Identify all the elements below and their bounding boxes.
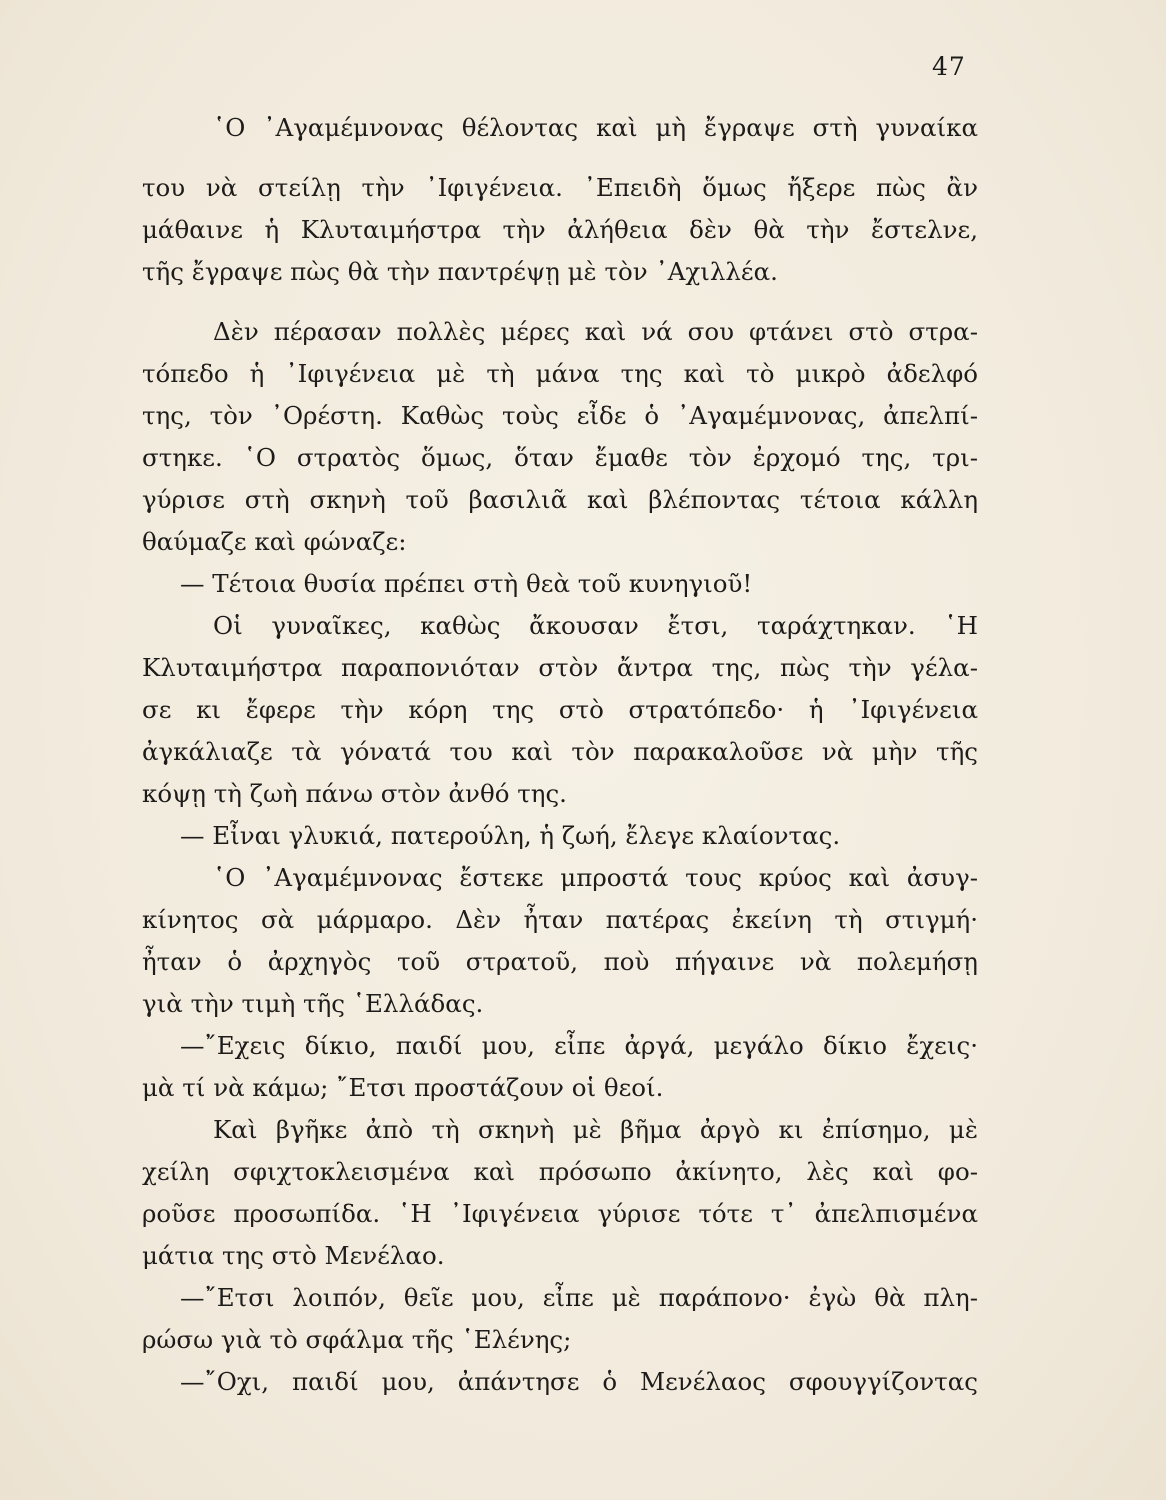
text-line: — Τέτοια θυσία πρέπει στὴ θεὰ τοῦ κυνηγιοῦ! xyxy=(180,569,753,598)
text-line: ῾Ο ᾿Αγαμέμνονας θέλοντας καὶ μὴ ἔγραψε στὴ γυναίκα xyxy=(213,113,978,142)
text-line: Οἱ γυναῖκες, καθὼς ἄκουσαν ἔτσι, ταράχτηκαν. ῾Η xyxy=(213,611,978,640)
text-line: Δὲν πέρασαν πολλὲς μέρες καὶ νά σου φτάνει στὸ στρα- xyxy=(213,317,978,346)
text-line: τόπεδο ἡ ᾿Ιφιγένεια μὲ τὴ μάνα της καὶ τὸ μικρὸ ἀδελφό xyxy=(142,359,978,388)
text-line: κόψῃ τὴ ζωὴ πάνω στὸν ἀνθό της. xyxy=(142,779,567,808)
text-line: Καὶ βγῆκε ἀπὸ τὴ σκηνὴ μὲ βῆμα ἀργὸ κι ἐπίσημο, μὲ xyxy=(213,1115,978,1144)
text-line: μάθαινε ἡ Κλυταιμήστρα τὴν ἀλήθεια δὲν θὰ τὴν ἔστελνε, xyxy=(142,215,978,244)
text-line: ροῦσε προσωπίδα. ῾Η ᾿Ιφιγένεια γύρισε τότε τ᾿ ἀπελπισμένα xyxy=(142,1199,978,1228)
text-line: γιὰ τὴν τιμὴ τῆς ῾Ελλάδας. xyxy=(142,989,484,1018)
text-line: χείλη σφιχτοκλεισμένα καὶ πρόσωπο ἀκίνητο, λὲς καὶ φο- xyxy=(142,1157,978,1186)
text-line: του νὰ στείλῃ τὴν ᾿Ιφιγένεια. ᾿Επειδὴ ὅμως ἤξερε πὼς ἂν xyxy=(142,173,978,202)
text-line: — Εἶναι γλυκιά, πατερούλη, ἡ ζωή, ἔλεγε κλαίοντας. xyxy=(180,821,841,850)
text-line: τῆς ἔγραψε πὼς θὰ τὴν παντρέψῃ μὲ τὸν ᾿Αχιλλέα. xyxy=(142,257,778,286)
text-line: ῾Ο ᾿Αγαμέμνονας ἔστεκε μπροστά τους κρύος καὶ ἀσυγ- xyxy=(213,863,978,892)
text-line: μάτια της στὸ Μενέλαο. xyxy=(142,1241,445,1270)
text-line: της, τὸν ᾿Ορέστη. Καθὼς τοὺς εἶδε ὁ ᾿Αγαμέμνονας, ἀπελπί- xyxy=(142,401,978,430)
text-line: γύρισε στὴ σκηνὴ τοῦ βασιλιᾶ καὶ βλέποντας τέτοια κάλλη xyxy=(142,485,978,514)
text-line: —῎Οχι, παιδί μου, ἀπάντησε ὁ Μενέλαος σφουγγίζοντας xyxy=(180,1367,978,1396)
text-line: —῎Ετσι λοιπόν, θεῖε μου, εἶπε μὲ παράπονο· ἐγὼ θὰ πλη- xyxy=(180,1283,978,1312)
text-line: ρώσω γιὰ τὸ σφάλμα τῆς ῾Ελένης; xyxy=(142,1325,572,1354)
text-line: σε κι ἔφερε τὴν κόρη της στὸ στρατόπεδο· ἡ ᾿Ιφιγένεια xyxy=(142,695,978,724)
text-line: —῎Εχεις δίκιο, παιδί μου, εἶπε ἀργά, μεγάλο δίκιο ἔχεις· xyxy=(180,1031,978,1060)
text-line: μὰ τί νὰ κάμω; ῎Ετσι προστάζουν οἱ θεοί. xyxy=(142,1073,664,1102)
text-line: κίνητος σὰ μάρμαρο. Δὲν ἦταν πατέρας ἐκείνη τὴ στιγμή· xyxy=(142,905,978,934)
text-line: θαύμαζε καὶ φώναζε: xyxy=(142,527,407,556)
page-number: 47 xyxy=(932,52,966,81)
text-line: ἀγκάλιαζε τὰ γόνατά του καὶ τὸν παρακαλοῦσε νὰ μὴν τῆς xyxy=(142,737,978,766)
text-line: Κλυταιμήστρα παραπονιόταν στὸν ἄντρα της, πὼς τὴν γέλα- xyxy=(142,653,978,682)
text-line: ἦταν ὁ ἀρχηγὸς τοῦ στρατοῦ, ποὺ πήγαινε νὰ πολεμήσῃ xyxy=(142,947,978,976)
text-line: στηκε. ῾Ο στρατὸς ὅμως, ὅταν ἔμαθε τὸν ἐρχομό της, τρι- xyxy=(142,443,978,472)
